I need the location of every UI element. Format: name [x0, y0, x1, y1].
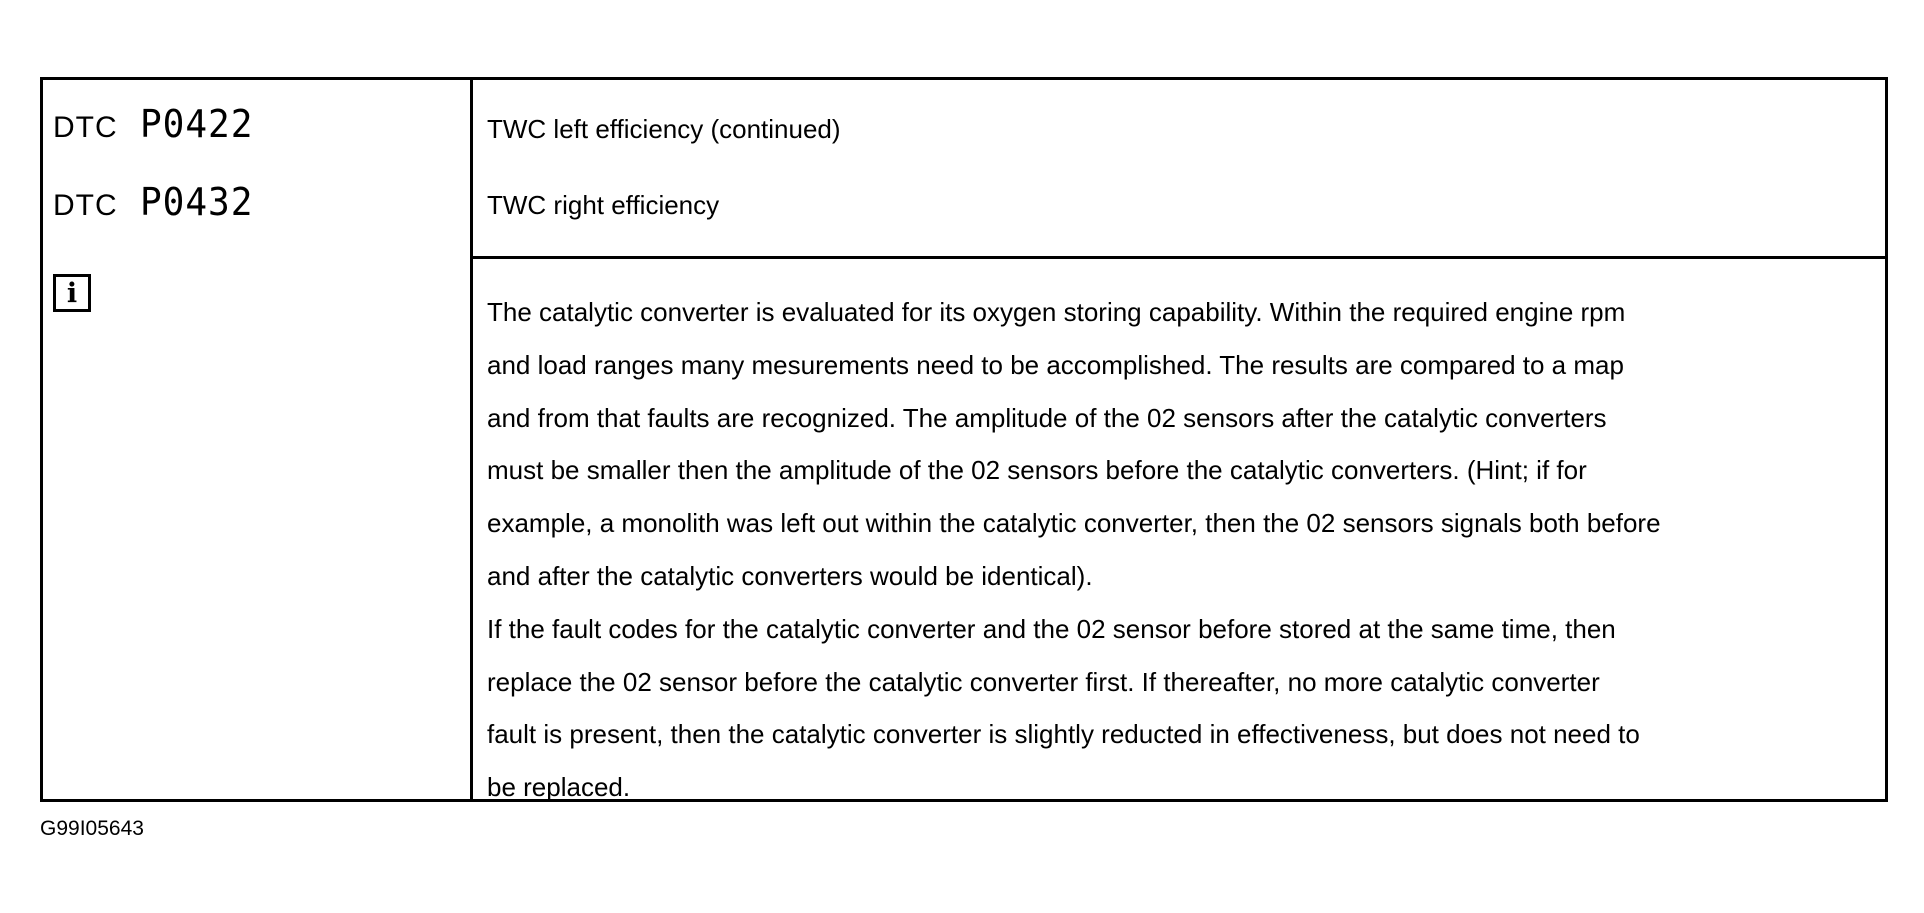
dtc-code-line-1 — [53, 102, 259, 146]
dtc-description-1: TWC left efficiency (continued) — [487, 114, 841, 144]
body-line: must be smaller then the amplitude of the 02 sensors before the catalytic converters. (Hint; if for — [487, 455, 1587, 486]
dtc-code-line-2 — [53, 180, 259, 224]
info-icon: i — [53, 274, 91, 312]
dtc-table — [40, 77, 1888, 802]
row-divider — [470, 256, 1885, 259]
info-body-text — [487, 286, 1887, 814]
body-line: fault is present, then the catalytic converter is slightly reducted in effectiveness, but does not need to — [487, 719, 1640, 750]
body-line: and from that faults are recognized. The amplitude of the 02 sensors after the catalytic converters — [487, 402, 1607, 433]
figure-id: G99I05643 — [40, 817, 144, 840]
body-line: be replaced. — [487, 772, 631, 803]
dtc-code: P0422 — [139, 102, 254, 146]
body-line: example, a monolith was left out within the catalytic converter, then the 02 sensors signals both before — [487, 508, 1661, 539]
body-line: If the fault codes for the catalytic converter and the 02 sensor before stored at the same time, then — [487, 613, 1616, 644]
column-divider — [470, 80, 473, 799]
body-line: replace the 02 sensor before the catalytic converter first. If thereafter, no more catalytic converter — [487, 666, 1600, 697]
body-line: The catalytic converter is evaluated for its oxygen storing capability. Within the required engine rpm — [487, 297, 1626, 327]
dtc-description-2: TWC right efficiency — [487, 190, 720, 220]
dtc-prefix: DTC — [53, 111, 118, 144]
body-line: and load ranges many mesurements need to be accomplished. The results are compared to a map — [487, 349, 1624, 380]
body-line: and after the catalytic converters would be identical). — [487, 560, 1093, 591]
dtc-code: P0432 — [139, 180, 254, 224]
dtc-prefix: DTC — [53, 189, 118, 222]
